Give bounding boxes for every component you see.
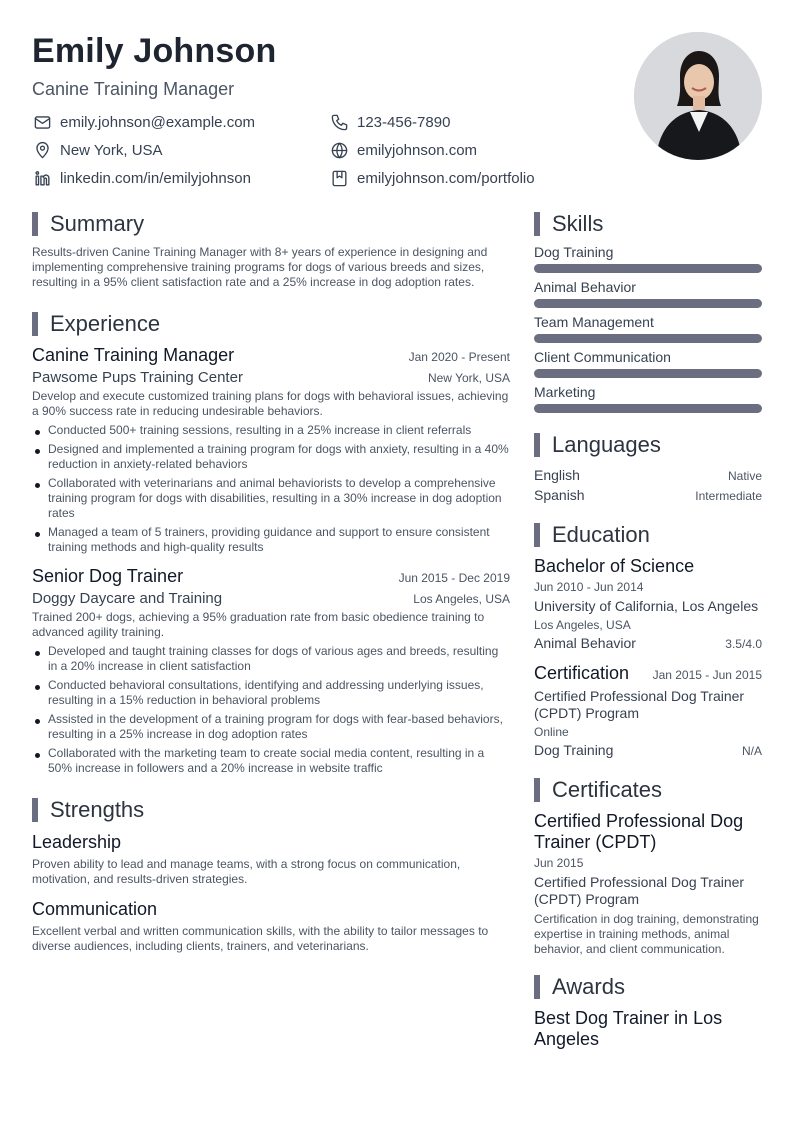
job-title-headline: Canine Training Manager <box>32 79 235 99</box>
summary-section-heading: Summary <box>32 210 510 238</box>
linkedin-icon <box>32 168 52 188</box>
skill-item <box>534 384 762 413</box>
job-company: Doggy Daycare and Training <box>32 590 223 607</box>
job-dates: Jan 2020 - Present <box>408 350 510 364</box>
contact-phone[interactable] <box>329 112 450 132</box>
skill-name: Client Communication <box>534 349 671 365</box>
main-column <box>32 210 510 954</box>
education-degree: Bachelor of Science <box>534 556 695 576</box>
job-bullet: Collaborated with veterinarians and animal behaviorists to develop a comprehensive training program for dogs with disabilities, resulting in a 30% increase in dog adoption rates <box>32 476 510 521</box>
strength-text: Excellent verbal and written communication skills, with the ability to tailor messages to diverse audiences, including clients, trainers, and veterinarians. <box>32 924 489 953</box>
skill-name: Animal Behavior <box>534 279 636 295</box>
contact-portfolio[interactable] <box>329 168 535 188</box>
skill-name: Marketing <box>534 384 596 400</box>
section-accent-bar <box>32 212 38 236</box>
education-grade: 3.5/4.0 <box>725 637 762 651</box>
language-item <box>534 467 762 483</box>
section-accent-bar <box>534 212 540 236</box>
award-title: Best Dog Trainer in Los Angeles <box>534 1008 723 1049</box>
globe-icon <box>329 140 349 160</box>
contact-portfolio-text: emilyjohnson.com/portfolio <box>357 169 535 187</box>
experience-entry <box>32 345 510 555</box>
skills-list <box>534 244 762 413</box>
education-entry <box>534 556 762 651</box>
skill-item <box>534 314 762 343</box>
map-pin-icon <box>32 140 52 160</box>
strength-title: Communication <box>32 899 158 919</box>
job-company: Pawsome Pups Training Center <box>32 369 243 386</box>
job-location: New York, USA <box>427 371 510 385</box>
profile-photo-image <box>634 32 762 160</box>
section-accent-bar <box>534 778 540 802</box>
education-grade: N/A <box>741 744 762 758</box>
job-bullet: Designed and implemented a training program for dogs with anxiety, resulting in a 40% reduction in anxiety-related behaviors <box>32 442 510 472</box>
awards-section-heading: Awards <box>534 973 762 1001</box>
job-bullet: Conducted behavioral consultations, identifying and addressing underlying issues, resulting in a 15% reduction in behavioral problems <box>32 678 510 708</box>
job-location: Los Angeles, USA <box>413 592 510 606</box>
strength-item <box>32 899 510 954</box>
languages-list <box>534 467 762 503</box>
education-dates: Jun 2010 - Jun 2014 <box>534 580 644 594</box>
sidebar-column <box>534 210 762 1050</box>
skill-level-bar <box>534 369 762 378</box>
certificate-description: Certification in dog training, demonstrating expertise in training methods, animal behavior, and client communication. <box>534 912 759 956</box>
job-description: Trained 200+ dogs, achieving a 95% graduation rate from basic obedience training to advanced agility training. <box>32 610 485 639</box>
skill-name: Team Management <box>534 314 654 330</box>
education-school: Certified Professional Dog Trainer (CPDT) Program <box>534 688 745 721</box>
job-bullet: Conducted 500+ training sessions, resulting in a 25% increase in client referrals <box>32 423 510 438</box>
certificates-section-heading: Certificates <box>534 776 762 804</box>
contact-email-text: emily.johnson@example.com <box>60 113 256 131</box>
contact-linkedin-text: linkedin.com/in/emilyjohnson <box>60 169 251 187</box>
skill-level-bar <box>534 404 762 413</box>
education-entry <box>534 663 762 758</box>
skill-item <box>534 244 762 273</box>
education-dates: Jan 2015 - Jun 2015 <box>652 668 762 682</box>
candidate-name: Emily Johnson <box>32 32 277 70</box>
strength-text: Proven ability to lead and manage teams, with a strong focus on communication, motivation, and results-driven strategies. <box>32 857 461 886</box>
contact-website-text: emilyjohnson.com <box>357 141 478 159</box>
language-name: English <box>534 467 580 483</box>
skill-level-bar <box>534 264 762 273</box>
section-accent-bar <box>534 975 540 999</box>
contact-location <box>32 140 163 160</box>
experience-entry <box>32 566 510 776</box>
job-title: Canine Training Manager <box>32 345 235 365</box>
job-dates: Jun 2015 - Dec 2019 <box>398 571 510 585</box>
job-bullet: Developed and taught training classes for dogs of various ages and breeds, resulting in a 20% increase in client satisfaction <box>32 644 510 674</box>
job-bullet: Managed a team of 5 trainers, providing guidance and support to ensure consistent training methods and high-quality results <box>32 525 510 555</box>
language-name: Spanish <box>534 487 585 503</box>
education-section-heading: Education <box>534 521 762 549</box>
education-degree: Certification <box>534 663 630 683</box>
strengths-section-heading: Strengths <box>32 796 510 824</box>
section-accent-bar <box>32 798 38 822</box>
contact-linkedin[interactable] <box>32 168 251 188</box>
strength-item <box>32 832 510 887</box>
contact-website[interactable] <box>329 140 477 160</box>
strength-title: Leadership <box>32 832 122 852</box>
skill-name: Dog Training <box>534 244 614 260</box>
skill-level-bar <box>534 334 762 343</box>
education-location: Online <box>534 725 569 739</box>
education-school: University of California, Los Angeles <box>534 598 759 614</box>
skills-section-heading: Skills <box>534 210 762 238</box>
contact-location-text: New York, USA <box>60 141 163 159</box>
skill-level-bar <box>534 299 762 308</box>
education-field: Dog Training <box>534 742 614 758</box>
contact-phone-text: 123-456-7890 <box>357 113 451 131</box>
bookmark-icon <box>329 168 349 188</box>
job-bullet: Collaborated with the marketing team to create social media content, resulting in a 50% increase in followers and a 20% increase in website traffic <box>32 746 510 776</box>
award-entry <box>534 1008 762 1050</box>
language-level: Intermediate <box>695 489 762 503</box>
skill-item <box>534 279 762 308</box>
summary-text: Results-driven Canine Training Manager with 8+ years of experience in designing and implementing comprehensive training programs for dogs of various breeds and sizes, resulting in a 95% client satisfaction rate and a 25% increase in dog adoption rates. <box>32 245 488 289</box>
envelope-icon <box>32 112 52 132</box>
job-description: Develop and execute customized training plans for dogs with behavioral issues, achieving a 90% success rate in reducing undesirable behaviors. <box>32 389 509 418</box>
section-accent-bar <box>534 523 540 547</box>
job-bullet: Assisted in the development of a training program for dogs with fear-based behaviors, resulting in a 25% increase in dog adoption rates <box>32 712 510 742</box>
education-field: Animal Behavior <box>534 635 636 651</box>
languages-section-heading: Languages <box>534 431 762 459</box>
section-accent-bar <box>32 312 38 336</box>
section-accent-bar <box>534 433 540 457</box>
language-item <box>534 487 762 503</box>
phone-icon <box>329 112 349 132</box>
experience-section-heading: Experience <box>32 310 510 338</box>
profile-photo <box>634 32 762 160</box>
education-location: Los Angeles, USA <box>534 618 631 632</box>
contact-email[interactable] <box>32 112 255 132</box>
certificate-issuer: Certified Professional Dog Trainer (CPDT) Program <box>534 874 745 907</box>
certificate-title: Certified Professional Dog Trainer (CPDT) <box>534 811 744 852</box>
language-level: Native <box>727 469 762 483</box>
job-title: Senior Dog Trainer <box>32 566 184 586</box>
certificate-date: Jun 2015 <box>534 856 584 870</box>
skill-item <box>534 349 762 378</box>
certificate-entry <box>534 811 762 957</box>
